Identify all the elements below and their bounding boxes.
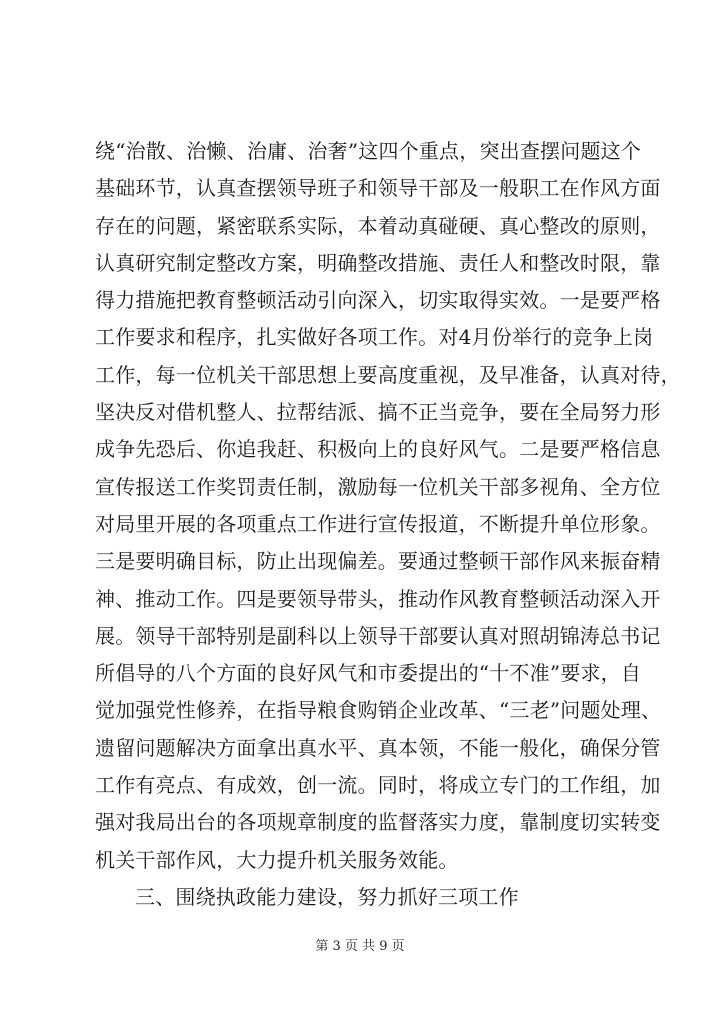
paragraph-line: 展。领导干部特别是副科以上领导干部要认真对照胡锦涛总书记 bbox=[95, 623, 661, 648]
paragraph-line: 成争先恐后、你追我赶、积极向上的良好风气。二是要严格信息 bbox=[95, 437, 661, 462]
paragraph-line: 三是要明确目标，防止出现偏差。要通过整顿干部作风来振奋精 bbox=[95, 549, 661, 574]
paragraph-line: 工作，每一位机关干部思想上要高度重视，及早准备，认真对待， bbox=[95, 362, 681, 387]
paragraph-line: 绕“治散、治懒、治庸、治奢”这四个重点，突出查摆问题这个 bbox=[95, 139, 642, 163]
paragraph-line: 遗留问题解决方面拿出真水平、真本领，不能一般化，确保分管 bbox=[95, 735, 661, 760]
section-heading: 三、围绕执政能力建设，努力抓好三项工作 bbox=[135, 884, 519, 909]
page-footer: 第 3 页 共 9 页 bbox=[315, 939, 405, 954]
paragraph-line: 认真研究制定整改方案，明确整改措施、责任人和整改时限，靠 bbox=[95, 250, 661, 275]
paragraph-line: 存在的问题，紧密联系实际，本着动真碰硬、真心整改的原则， bbox=[95, 213, 661, 238]
paragraph-line: 宣传报送工作奖罚责任制，激励每一位机关干部多视角、全方位 bbox=[95, 474, 661, 499]
paragraph-line: 得力措施把教育整顿活动引向深入，切实取得实效。一是要严格 bbox=[95, 288, 661, 313]
paragraph-line: 神、推动工作。四是要领导带头，推动作风教育整顿活动深入开 bbox=[95, 586, 661, 611]
body-text bbox=[95, 133, 681, 916]
paragraph-line: 觉加强党性修养，在指导粮食购销企业改革、“三老”问题处理、 bbox=[95, 698, 662, 723]
paragraph-line: 工作有亮点、有成效，创一流。同时，将成立专门的工作组，加 bbox=[95, 773, 661, 798]
paragraph-line: 基础环节，认真查摆领导班子和领导干部及一般职工在作风方面 bbox=[95, 176, 661, 201]
paragraph-line: 对局里开展的各项重点工作进行宣传报道，不断提升单位形象。 bbox=[95, 511, 661, 536]
paragraph-line: 坚决反对借机整人、拉帮结派、搞不正当竞争，要在全局努力形 bbox=[95, 400, 661, 425]
paragraph-line: 所倡导的八个方面的良好风气和市委提出的“十不准”要求，自 bbox=[95, 661, 642, 686]
paragraph-line: 机关干部作风，大力提升机关服务效能。 bbox=[95, 847, 459, 872]
paragraph-line: 工作要求和程序，扎实做好各项工作。对4月份举行的竞争上岗 bbox=[95, 325, 654, 350]
paragraph-line: 强对我局出台的各项规章制度的监督落实力度，靠制度切实转变 bbox=[95, 810, 661, 835]
